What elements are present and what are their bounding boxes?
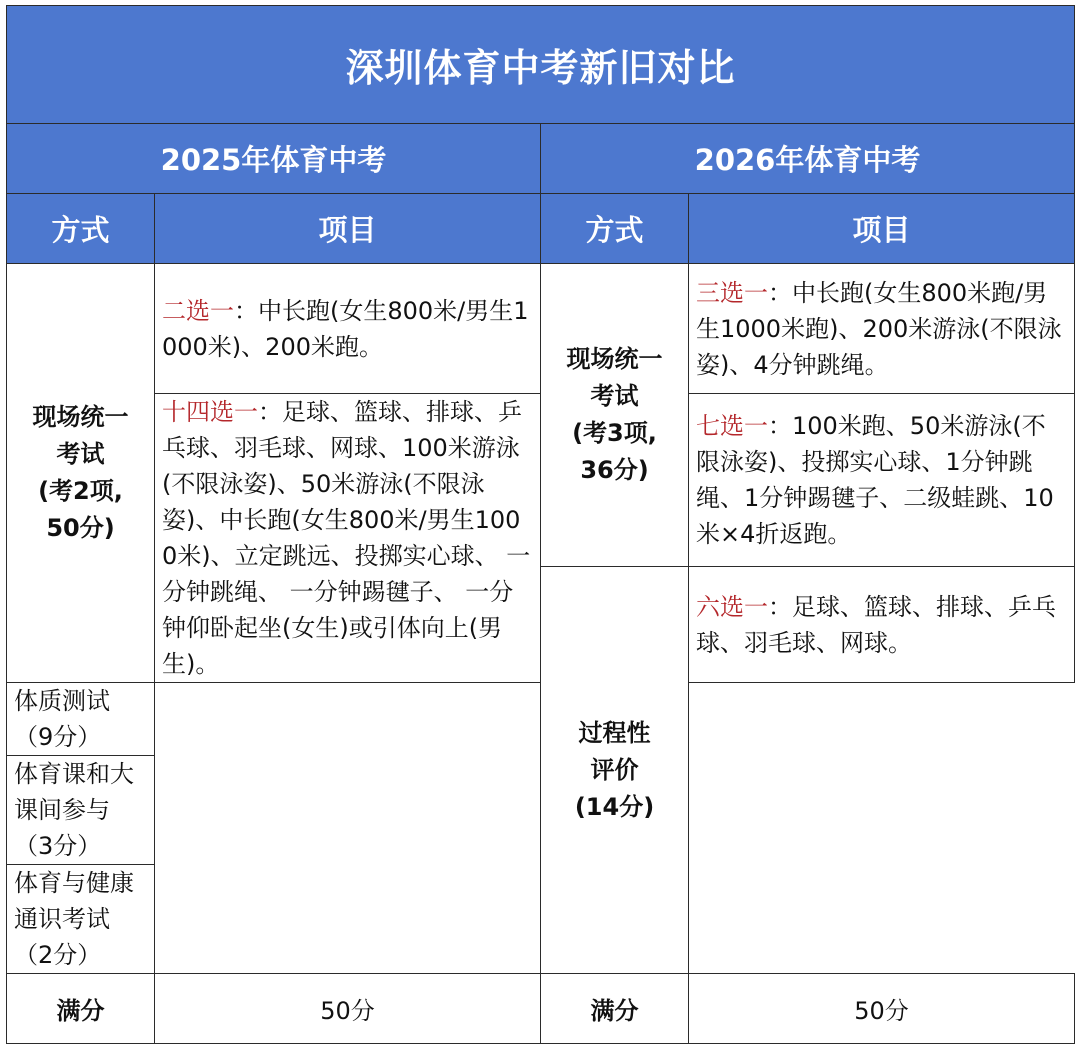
item-group-2025-1 xyxy=(155,264,541,394)
full-score-label-2025: 满分 xyxy=(7,974,155,1044)
method-line: 50分) xyxy=(46,514,115,542)
method-line: 考试 xyxy=(56,440,105,468)
method-line: 现场统一 xyxy=(32,403,129,431)
method-line: (考3项, xyxy=(572,419,657,447)
table-title: 深圳体育中考新旧对比 xyxy=(7,6,1075,124)
full-score-label-2026: 满分 xyxy=(541,974,689,1044)
year-2025-header: 2025年体育中考 xyxy=(7,124,541,194)
process-items-list xyxy=(7,683,154,973)
item-text: ：足球、篮球、排球、乒乓球、羽毛球、网球。 xyxy=(696,592,1056,657)
column-header-row xyxy=(7,194,1075,264)
item-header-2025: 项目 xyxy=(155,194,541,264)
method-line: 过程性 xyxy=(578,718,651,747)
item-header-2026: 项目 xyxy=(689,194,1075,264)
process-items-cell xyxy=(7,683,155,974)
year-row xyxy=(7,124,1075,194)
onsite-method-2025 xyxy=(7,264,155,683)
process-item: 体育课和大课间参与（3分） xyxy=(7,756,154,865)
choice-tag: 七选一 xyxy=(696,412,768,440)
process-item: 体育与健康通识考试（2分） xyxy=(14,869,134,969)
full-score-row xyxy=(7,974,1075,1044)
item-text: ：中长跑(女生800米跑/男生1000米跑)、200米游泳(不限泳姿)、4分钟跳绳。 xyxy=(696,278,1062,379)
process-method-2026 xyxy=(541,567,689,974)
choice-tag: 六选一 xyxy=(696,592,768,621)
onsite-method-2026 xyxy=(541,264,689,567)
method-line: 36分) xyxy=(580,456,649,484)
choice-tag: 二选一 xyxy=(162,296,234,325)
year-2026-header: 2026年体育中考 xyxy=(541,124,1075,194)
item-group-2026-3 xyxy=(689,567,1075,683)
item-text: ：足球、篮球、排球、乒乓球、羽毛球、网球、100米游泳(不限泳姿)、50米游泳(不限泳姿)、中长跑(女生800米/男生1000米)、立定跳远、投掷实心球、 一分钟跳绳、 一分钟踢毽子、 一分钟仰卧起坐(女生)或引体向上(男生)。 xyxy=(162,398,531,678)
title-row xyxy=(7,6,1075,124)
process-item: 体质测试（9分） xyxy=(7,683,154,756)
method-line: (考2项, xyxy=(38,477,123,505)
method-line: 评价 xyxy=(590,755,639,784)
item-text: ：100米跑、50米游泳(不限泳姿)、投掷实心球、1分钟跳绳、1分钟踢毽子、二级蛙跳、10米×4折返跑。 xyxy=(696,412,1054,548)
choice-tag: 十四选一 xyxy=(162,398,258,426)
item-text: ：中长跑(女生800米/男生1000米)、200米跑。 xyxy=(162,296,529,361)
method-header-2026: 方式 xyxy=(541,194,689,264)
full-score-value-2026: 50分 xyxy=(689,974,1075,1044)
method-header-2025: 方式 xyxy=(7,194,155,264)
body-row xyxy=(7,264,1075,394)
comparison-table xyxy=(6,5,1075,1044)
choice-tag: 三选一 xyxy=(696,278,768,307)
item-group-2025-2 xyxy=(155,394,541,683)
method-line: 现场统一 xyxy=(566,345,663,373)
item-group-2026-1 xyxy=(689,264,1075,394)
item-group-2026-2 xyxy=(689,394,1075,567)
method-line: 考试 xyxy=(590,382,639,410)
full-score-value-2025: 50分 xyxy=(155,974,541,1044)
method-line: (14分) xyxy=(574,792,655,821)
